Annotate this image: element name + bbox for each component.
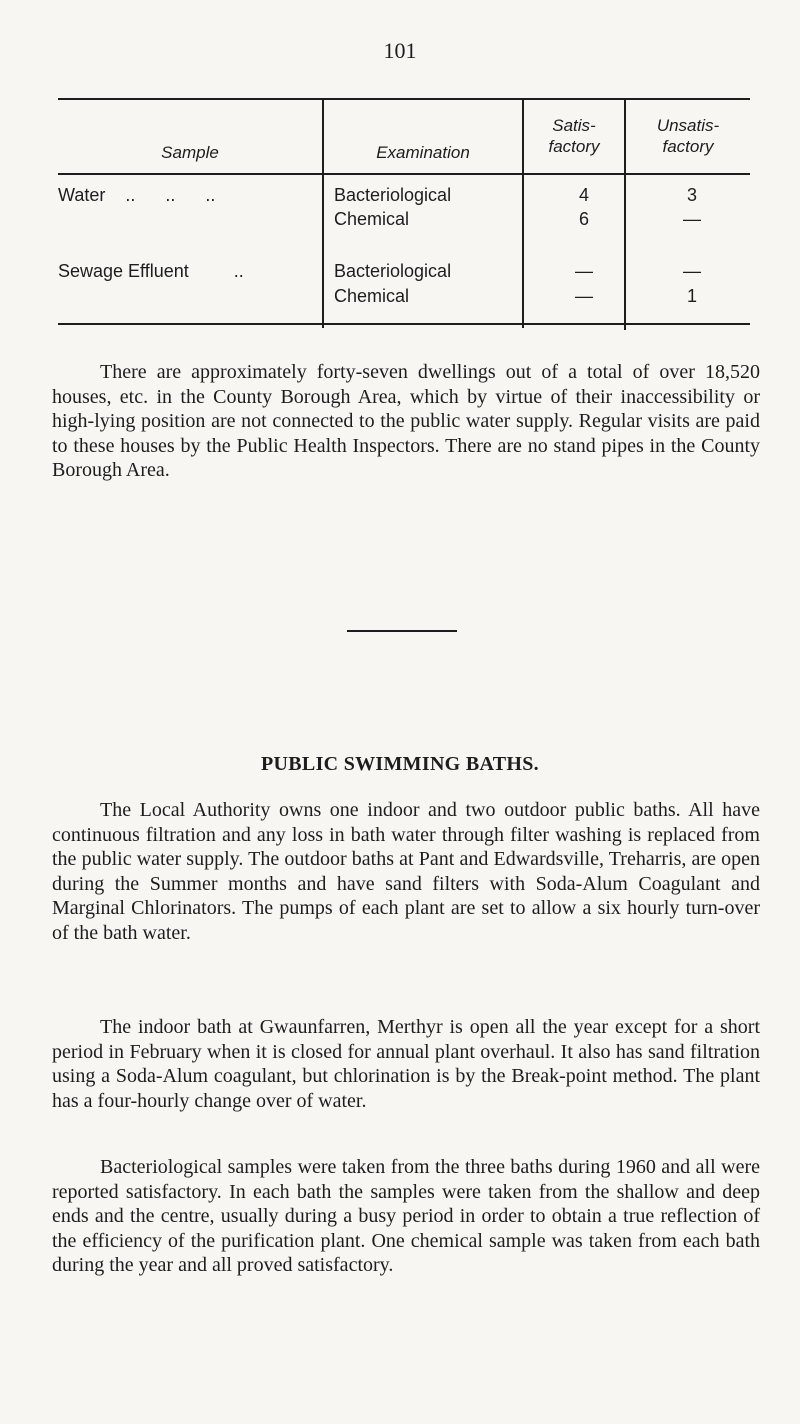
table-column-rule	[322, 98, 324, 328]
sample-results-table	[58, 98, 750, 330]
row-1-satisfactory: 4	[578, 185, 589, 205]
paragraph-bacteriological-samples: Bacteriological samples were taken from the three baths during 1960 and all were reported satisfactory. In each bath the samples were taken from the shallow and deep ends and the centre, usually during a busy period in order to obtain a true reflection of the efficiency of the purification plant. One chemical sample was taken from each bath during the year and all proved satisfactory.	[52, 1156, 760, 1277]
header-unsatisfactory-line2: factory	[662, 137, 714, 156]
row-1-sample: Water .. .. ..	[58, 185, 216, 205]
row-3-examination: Bacteriological	[334, 261, 452, 281]
table-top-rule	[324, 98, 750, 100]
header-unsatisfactory-line1: Unsatis-	[656, 116, 720, 135]
paragraph-dwellings: There are approximately forty-seven dwellings out of a total of over 18,520 houses, etc. in the County Borough Area, which by virtue of their inaccessibility or high-lying position are not connected to the public water supply. Regular visits are paid to these houses by the Public Health Inspectors. There are no stand pipes in the County Borough Area.	[52, 361, 760, 482]
row-1-unsatisfactory: 3	[686, 185, 697, 205]
row-4-examination: Chemical	[334, 286, 410, 306]
section-heading-swimming-baths: PUBLIC SWIMMING BATHS.	[261, 753, 539, 775]
paragraph-baths-intro: The Local Authority owns one indoor and two outdoor public baths. All have continuous filtration and any loss in bath water through filter washing is replaced from the public water supply. The outdoor baths at Pant and Edwardsville, Treharris, are open during the Summer months and have sand filters with Soda-Alum Coagulant and Marginal Chlorinators. The pumps of each plant are set to allow a six hourly turn-over of the bath water.	[52, 799, 760, 944]
header-sample: Sample	[161, 143, 219, 162]
row-3-sample: Sewage Effluent ..	[58, 261, 244, 281]
row-3-unsatisfactory: —	[683, 261, 701, 281]
section-divider	[347, 630, 457, 632]
table-bottom-rule	[58, 323, 322, 325]
row-3-satisfactory: —	[575, 261, 593, 281]
table-bottom-rule	[324, 323, 750, 325]
row-1-examination: Bacteriological	[334, 185, 452, 205]
header-unsatisfactory	[626, 115, 750, 157]
row-4-satisfactory: —	[575, 286, 593, 306]
row-2-unsatisfactory: —	[683, 209, 701, 229]
row-2-satisfactory: 6	[578, 209, 589, 229]
header-satisfactory-line1: Satis-	[552, 116, 596, 135]
row-2-examination: Chemical	[334, 209, 410, 229]
header-satisfactory-line2: factory	[548, 137, 600, 156]
paragraph-indoor-bath: The indoor bath at Gwaunfarren, Merthyr is open all the year except for a short period in February when it is closed for annual plant overhaul. It also has sand filtration using a Soda-Alum coagulant, but chlorination is by the Break-point method. The plant has a four-hourly change over of water.	[52, 1016, 760, 1112]
table-header-rule	[58, 173, 750, 175]
header-examination: Examination	[376, 143, 470, 162]
row-4-unsatisfactory: 1	[686, 286, 697, 306]
page-number: 101	[383, 38, 417, 63]
table-top-rule	[58, 98, 322, 100]
header-satisfactory	[524, 115, 624, 157]
